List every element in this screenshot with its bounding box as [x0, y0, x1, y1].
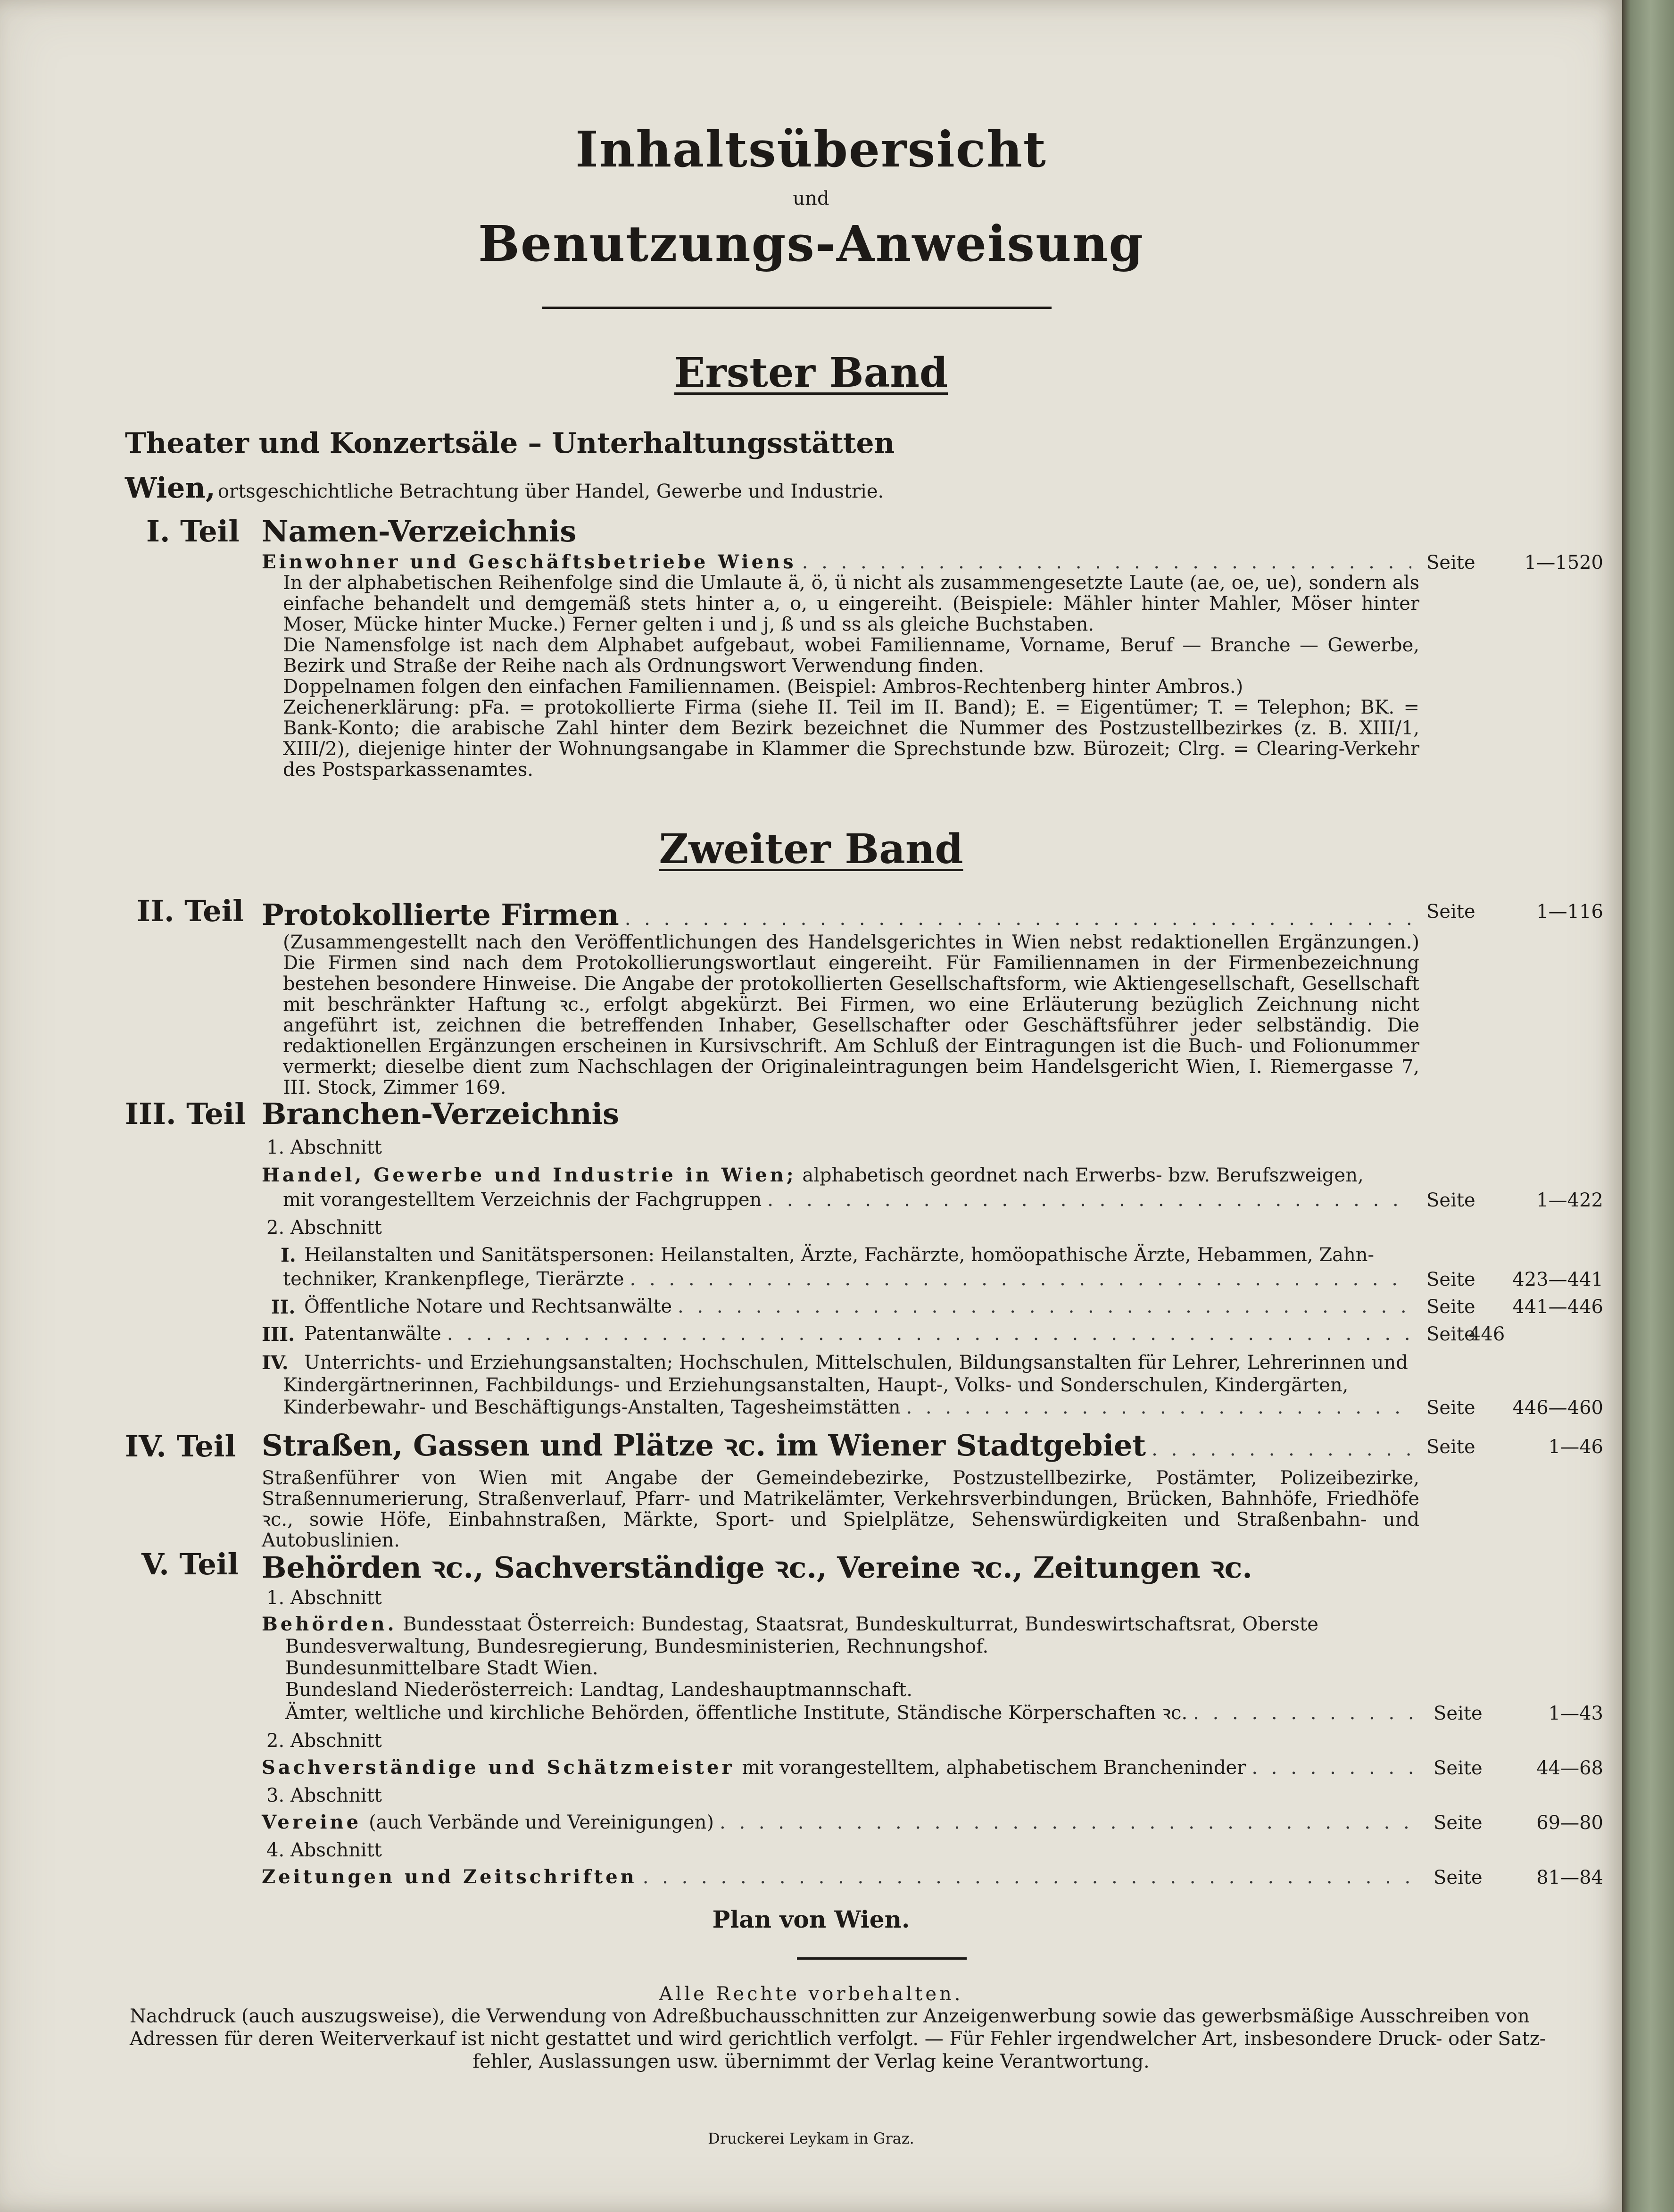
- leader-dots: [643, 1867, 1418, 1888]
- leader-dots: [1193, 1703, 1418, 1723]
- sach-pages: 44—68: [1536, 1757, 1603, 1779]
- handel-text1: alphabetisch geordnet nach Erwerbs- bzw. Berufszweigen,: [802, 1164, 1364, 1186]
- rights-reserved: Alle Rechte vorbehalten.: [659, 1983, 963, 2005]
- teil5-label: V. Teil: [141, 1547, 239, 1581]
- teil1-pages: 1—1520: [1524, 552, 1603, 574]
- leader-dots: [802, 552, 1411, 573]
- sach-line: [262, 1757, 1424, 1778]
- footer-rule: [797, 1957, 967, 1960]
- printer-imprint: Druckerei Leykam in Graz.: [708, 2129, 914, 2147]
- teil2-para: (Zusammengestellt nach den Veröffentlichungen des Handelsgerichtes in Wien nebst redaktionellen Ergänzungen.) Die Firmen sind nach dem Protokollierungswortlaut eingereiht. Für Familiennamen in der Firmenbezeichnung bestehen besondere Hinweise. Die Angabe der protokollierten Gesellschaftsform, wie Aktiengesellschaft, Gesellschaft mit beschränkter Haftung ꝛc., erfolgt abgekürzt. Bei Firmen, wo eine Erläuterung bezüglich Zeichnung nicht angeführt ist, zeichnen die betreffenden Inhaber, Gesellschafter oder Geschäftsführer jeder selbständig. Die redaktionellen Ergänzungen erscheinen in Kursivschrift. Am Schluß der Eintragungen ist die Buch- und Folionummer vermerkt; dieselbe dient zum Nachschlagen der Originaleintragungen beim Handelsgericht Wien, I. Riemergasse 7, III. Stock, Zimmer 169.: [283, 931, 1419, 1098]
- handel-title: Handel, Gewerbe und Industrie in Wien;: [262, 1164, 796, 1186]
- leader-dots: [767, 1189, 1411, 1210]
- band1-heading: Erster Band: [674, 349, 948, 397]
- r3-text: Patentanwälte: [304, 1323, 441, 1345]
- handel-pages: 1—422: [1536, 1189, 1603, 1211]
- behoerden-pages: 1—43: [1548, 1703, 1603, 1724]
- r4-text1: Unterrichts- und Erziehungsanstalten; Hochschulen, Mittelschulen, Bildungsanstalten für Lehrer, Lehrerinnen und: [304, 1352, 1408, 1373]
- sach-title: Sachverständige und Schätzmeister: [262, 1756, 735, 1779]
- teil1-entry: [262, 552, 1417, 573]
- r4-num: IV.: [262, 1352, 289, 1374]
- r2-num: II.: [271, 1296, 296, 1318]
- leader-dots: [720, 1812, 1418, 1833]
- page-title: Inhaltsübersicht: [575, 120, 1047, 178]
- teil3-abschnitt1: 1. Abschnitt: [266, 1137, 382, 1158]
- r4-line3: [283, 1397, 1417, 1418]
- wien-label: Wien,: [125, 472, 215, 505]
- leader-dots: [625, 902, 1411, 935]
- notice-line2: Adressen für deren Weiterverkauf ist nicht gestattet und wird gerichtlich verfolgt. — Für Fehler irgendwelcher Art, insbesondere Druck- oder Satz-: [130, 2028, 1546, 2050]
- zeitungen-title: Zeitungen und Zeitschriften: [262, 1866, 637, 1888]
- teil4-seite: Seite: [1426, 1436, 1475, 1458]
- teil5-title: Behörden ꝛc., Sachverständige ꝛc., Vereine ꝛc., Zeitungen ꝛc.: [262, 1550, 1252, 1585]
- sach-seite: Seite: [1434, 1757, 1483, 1779]
- r1-seite: Seite: [1426, 1269, 1475, 1290]
- teil2-label: II. Teil: [137, 894, 244, 928]
- teil2-seite: Seite: [1426, 901, 1475, 923]
- teil1-seite: Seite: [1426, 552, 1475, 574]
- band2-heading: Zweiter Band: [659, 825, 963, 873]
- notice-line3: fehler, Auslassungen usw. übernimmt der Verlag keine Verantwortung.: [472, 2051, 1150, 2072]
- r3-line: [304, 1323, 1417, 1344]
- teil4-title: Straßen, Gassen und Plätze ꝛc. im Wiener Stadtgebiet: [262, 1428, 1146, 1463]
- r1-num: I.: [281, 1244, 296, 1266]
- behoerden-line1: [262, 1614, 1417, 1635]
- teil1-para4: Zeichenerklärung: pFa. = protokollierte Firma (siehe II. Teil im II. Band); E. = Eigentümer; T. = Telephon; BK. = Bank-Konto; die arabische Zahl hinter dem Bezirk bezeichnet die Nummer des Postzustellbezirkes (z. B. XIII/1, XIII/2), diejenige hinter der Wohnungsangabe in Klammer die Sprechstunde bzw. Bürozeit; Clrg. = Clearing-Verkehr des Postsparkassenamtes.: [283, 697, 1419, 781]
- vereine-pages: 69—80: [1536, 1812, 1603, 1834]
- teil3-abschnitt2: 2. Abschnitt: [266, 1217, 382, 1239]
- page-subtitle: Benutzungs-Anweisung: [478, 215, 1144, 273]
- behoerden-title: Behörden.: [262, 1613, 397, 1635]
- r2-text: Öffentliche Notare und Rechtsanwälte: [304, 1296, 672, 1317]
- leader-dots: [678, 1296, 1411, 1317]
- behoerden-text3: Bundesunmittelbare Stadt Wien.: [285, 1657, 598, 1679]
- teil4-entry: [262, 1429, 1417, 1466]
- plan-von-wien: Plan von Wien.: [712, 1905, 910, 1933]
- leader-dots: [1152, 1433, 1411, 1466]
- leader-dots: [906, 1397, 1411, 1418]
- r2-line: [304, 1296, 1417, 1317]
- leader-dots: [1251, 1757, 1418, 1778]
- r4-pages: 446—460: [1512, 1397, 1603, 1419]
- r1-text1: Heilanstalten und Sanitätspersonen: Heilanstalten, Ärzte, Fachärzte, homöopathische Ärzte, Hebammen, Zahn-: [304, 1244, 1375, 1266]
- teil2-title: Protokollierte Firmen: [262, 898, 619, 932]
- handel-line1: [262, 1165, 1417, 1186]
- teil1-title: Namen-Verzeichnis: [262, 514, 577, 549]
- r4-text2: Kindergärtnerinnen, Fachbildungs- und Erziehungsanstalten, Haupt-, Volks- und Sonderschulen, Kindergärten,: [283, 1374, 1349, 1396]
- sach-text: mit vorangestelltem, alphabetischem Brancheninder: [742, 1757, 1246, 1779]
- teil1-para1: In der alphabetischen Reihenfolge sind die Umlaute ä, ö, ü nicht als zusammengesetzte Laute (ae, oe, ue), sondern als einfache behandelt und demgemäß stets hinter a, o, u eingereiht. (Beispiele: Mähler hinter Mahler, Möser hinter Moser, Mücke hinter Mucke.) Ferner gelten i und j, ß und ss als gleiche Buchstaben.: [283, 572, 1419, 635]
- teil1-label: I. Teil: [146, 514, 240, 549]
- r2-seite: Seite: [1426, 1296, 1475, 1318]
- r1-line2: [283, 1269, 1417, 1289]
- leader-dots: [447, 1323, 1411, 1344]
- teil4-pages: 1—46: [1548, 1436, 1603, 1458]
- r3-num: III.: [262, 1323, 295, 1346]
- zeitungen-line: [262, 1867, 1424, 1888]
- behoerden-text5: Ämter, weltliche und kirchliche Behörden, öffentliche Institute, Ständische Körperschaften ꝛc.: [285, 1702, 1188, 1724]
- r2-pages: 441—446: [1512, 1296, 1603, 1318]
- teil1-entry-text: Einwohner und Geschäftsbetriebe Wiens: [262, 551, 796, 573]
- behoerden-text1: Bundesstaat Österreich: Bundestag, Staatsrat, Bundeskulturrat, Bundeswirtschaftsrat, Oberste: [403, 1613, 1318, 1635]
- vereine-title: Vereine: [262, 1811, 362, 1833]
- teil1-para2: Die Namensfolge ist nach dem Alphabet aufgebaut, wobei Familienname, Vorname, Beruf — Branche — Gewerbe, Bezirk und Straße der Reihe nach als Ordnungswort Verwendung finden.: [283, 634, 1419, 677]
- vereine-seite: Seite: [1434, 1812, 1483, 1834]
- behoerden-line5: [285, 1703, 1424, 1723]
- zeitungen-seite: Seite: [1434, 1867, 1483, 1888]
- teil2-entry: [262, 898, 1417, 935]
- teil5-abschnitt1: 1. Abschnitt: [266, 1587, 382, 1609]
- teil2-pages: 1—116: [1536, 901, 1603, 923]
- leader-dots: [630, 1269, 1411, 1289]
- notice-line1: Nachdruck (auch auszugsweise), die Verwendung von Adreßbuchausschnitten zur Anzeigenwerbung sowie das gewerbsmäßige Ausschreiben von: [130, 2005, 1530, 2027]
- teil3-label: III. Teil: [125, 1097, 246, 1131]
- r3-seite: Seite: [1426, 1323, 1475, 1345]
- behoerden-text2: Bundesverwaltung, Bundesregierung, Bundesministerien, Rechnungshof.: [285, 1636, 989, 1657]
- handel-text2: mit vorangestelltem Verzeichnis der Fachgruppen: [283, 1189, 762, 1211]
- wien-text: ortsgeschichtliche Betrachtung über Handel, Gewerbe und Industrie.: [217, 481, 884, 502]
- zeitungen-pages: 81—84: [1536, 1867, 1603, 1888]
- r3-pages: 446: [1469, 1323, 1505, 1345]
- handel-line2: [283, 1189, 1417, 1210]
- r1-pages: 423—441: [1512, 1269, 1603, 1290]
- r1-text2: techniker, Krankenpflege, Tierärzte: [283, 1268, 624, 1290]
- teil4-label: IV. Teil: [125, 1429, 236, 1464]
- handel-seite: Seite: [1426, 1189, 1475, 1211]
- teil5-abschnitt4: 4. Abschnitt: [266, 1839, 382, 1861]
- vereine-text: (auch Verbände und Vereinigungen): [369, 1812, 714, 1833]
- behoerden-seite: Seite: [1434, 1703, 1483, 1724]
- teil5-abschnitt3: 3. Abschnitt: [266, 1785, 382, 1806]
- title-connector: und: [793, 188, 829, 209]
- book-edge: [1622, 0, 1674, 2212]
- r4-seite: Seite: [1426, 1397, 1475, 1419]
- r4-text3: Kinderbewahr- und Beschäftigungs-Anstalten, Tagesheimstätten: [283, 1397, 901, 1418]
- teil5-abschnitt2: 2. Abschnitt: [266, 1730, 382, 1752]
- vereine-line: [262, 1812, 1424, 1833]
- teil3-title: Branchen-Verzeichnis: [262, 1097, 619, 1131]
- title-rule: [542, 307, 1052, 309]
- section-theater: Theater und Konzertsäle – Unterhaltungsstätten: [125, 427, 895, 460]
- wien-line: [125, 472, 884, 505]
- teil1-para3: Doppelnamen folgen den einfachen Familiennamen. (Beispiel: Ambros-Rechtenberg hinter Ambros.): [283, 676, 1243, 698]
- teil4-para: Straßenführer von Wien mit Angabe der Gemeindebezirke, Postzustellbezirke, Postämter, Polizeibezirke, Straßennumerierung, Straßenverlauf, Pfarr- und Matrikelämter, Verkehrsverbindungen, Brücken, Bahnhöfe, Friedhöfe ꝛc., sowie Höfe, Einbahnstraßen, Märkte, Sport- und Spielplätze, Sehenswürdigkeiten und Straßenbahn- und Autobuslinien.: [262, 1467, 1419, 1551]
- behoerden-text4: Bundesland Niederösterreich: Landtag, Landeshauptmannschaft.: [285, 1679, 912, 1701]
